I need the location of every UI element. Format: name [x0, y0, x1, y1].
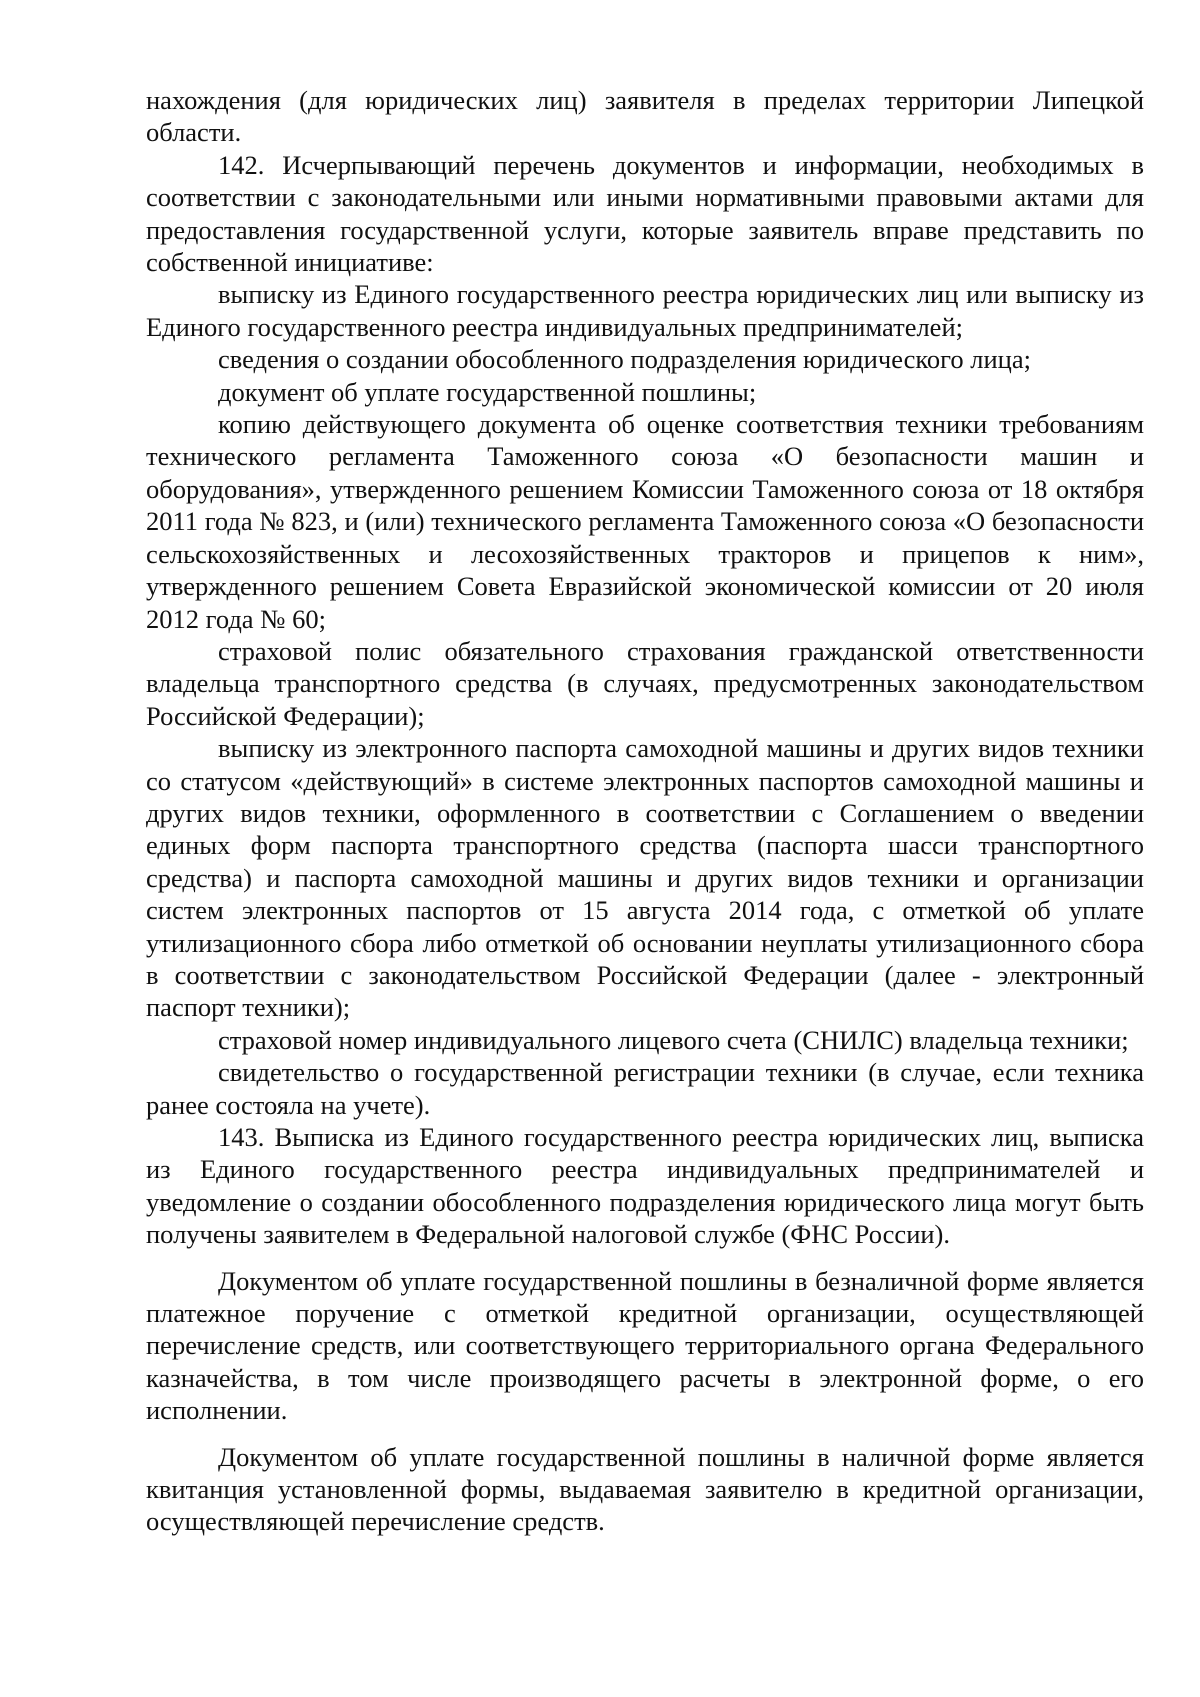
list-item-fee-payment: документ об уплате государственной пошлины; — [218, 376, 757, 407]
list-item-registration-certificate: свидетельство о государственной регистрации техники (в случае, если техника ранее состояла на учете). — [146, 1057, 1144, 1120]
list-item-electronic-passport: выписку из электронного паспорта самоходной машины и других видов техники со статусом «действующий» в системе электронных паспортов самоходной машины и других видов техники, оформленного в соответствии с Соглашением о введении единых форм паспорта транспортного средства (паспорта шасси транспортного средства) и паспорта самоходной машины и других видов техники и организации систем электронных паспортов от 15 августа 2014 года, с отметкой об уплате утилизационного сбора либо отметкой об основании неуплаты утилизационного сбора в соответствии с законодательством Российской Федерации (далее - электронный паспорт техники); — [146, 733, 1144, 1023]
list-item-snils: страховой номер индивидуального лицевого счета (СНИЛС) владельца техники; — [218, 1024, 1129, 1055]
list-item-conformity-copy: копию действующего документа об оценке соответствия техники требованиям технического регламента Таможенного союза «О безопасности машин и оборудования», утвержденного решением Комиссии Таможенного союза от 18 октября 2011 года № 823, и (или) технического регламента Таможенного союза «О безопасности сельскохозяйственных и лесохозяйственных тракторов и прицепов к ним», утвержденного решением Совета Евразийской экономической комиссии от 20 июля 2012 года № 60; — [146, 409, 1144, 634]
paragraph-cashless-payment: Документом об уплате государственной пошлины в безналичной форме является платежное поручение с отметкой кредитной организации, осуществляющей перечисление средств, или соответствующего территориального органа Федерального казначейства, в том числе производящего расчеты в электронной форме, о его исполнении. — [146, 1265, 1144, 1426]
paragraph-continuation: нахождения (для юридических лиц) заявителя в пределах территории Липецкой области. — [146, 85, 1144, 148]
list-item-insurance-policy: страховой полис обязательного страхования гражданской ответственности владельца транспортного средства (в случаях, предусмотренных законодательством Российской Федерации); — [146, 635, 1144, 731]
paragraph-cash-payment: Документом об уплате государственной пошлины в наличной форме является квитанция установленной формы, выдаваемая заявителю в кредитной организации, осуществляющей перечисление средств. — [146, 1441, 1144, 1537]
list-item-branch-info: сведения о создании обособленного подразделения юридического лица; — [218, 344, 1031, 375]
document-body — [146, 84, 1144, 1538]
list-item-egrul-extract: выписку из Единого государственного реестра юридических лиц или выписку из Единого государственного реестра индивидуальных предпринимателей; — [146, 279, 1144, 342]
paragraph-143: 143. Выписка из Единого государственного реестра юридических лиц, выписка из Единого государственного реестра индивидуальных предпринимателей и уведомление о создании обособленного подразделения юридического лица могут быть получены заявителем в Федеральной налоговой службе (ФНС России). — [146, 1122, 1144, 1250]
paragraph-142: 142. Исчерпывающий перечень документов и информации, необходимых в соответствии с законодательными или иными нормативными правовыми актами для предоставления государственной услуги, которые заявитель вправе представить по собственной инициативе: — [146, 149, 1144, 278]
